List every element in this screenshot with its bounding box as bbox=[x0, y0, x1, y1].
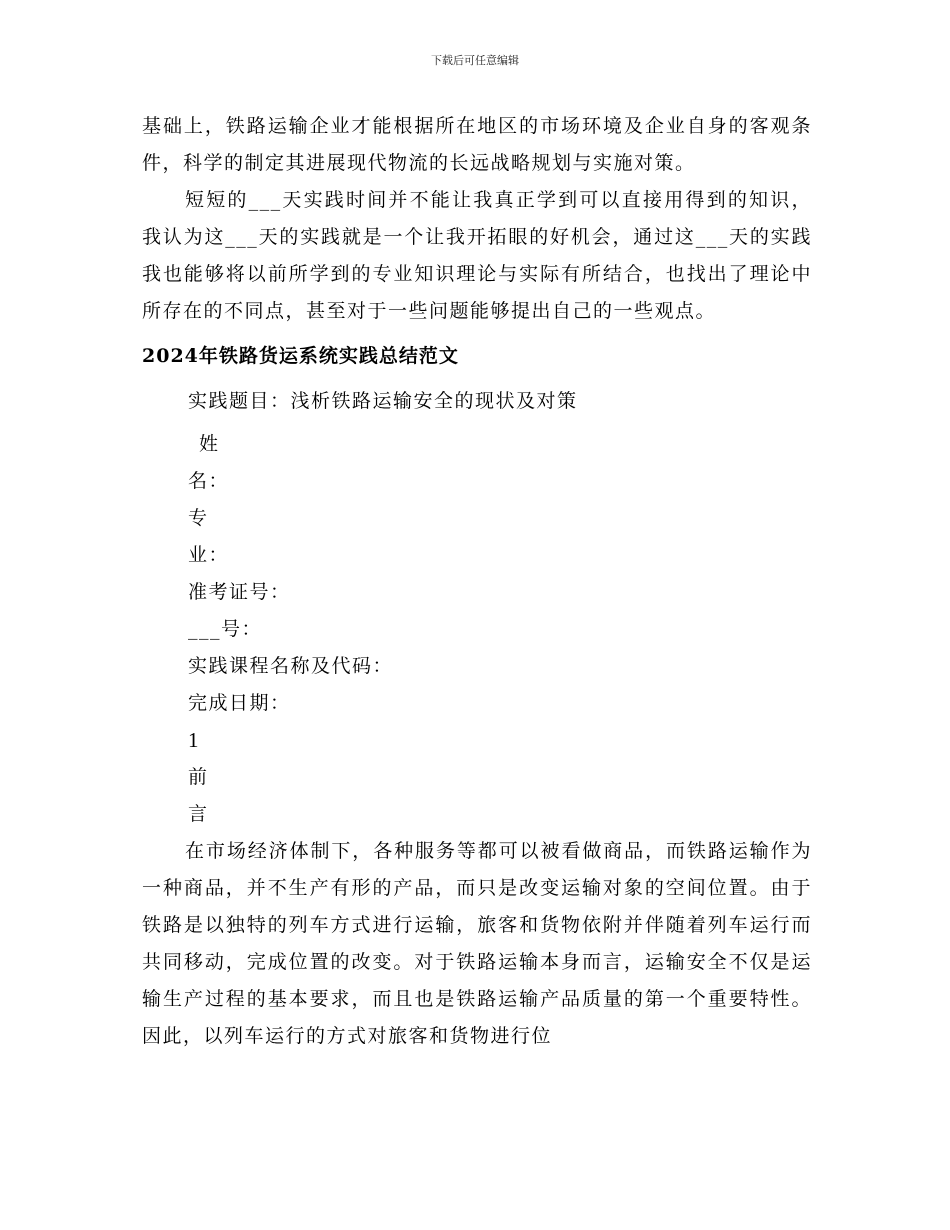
paragraph: 在市场经济体制下，各种服务等都可以被看做商品，而铁路运输作为一种商品，并不生产有形的产品，而只是改变运输对象的空间位置。由于铁路是以独特的列车方式进行运输，旅客和货物依附并伴随着列车运行而共同移动，完成位置的改变。对于铁路运输本身而言，运输安全不仅是运输生产过程的基本要求，而且也是铁路运输产品质量的第一个重要特性。因此，以列车运行的方式对旅客和货物进行位 bbox=[142, 840, 812, 1047]
section-title: 2024年铁路货运系统实践总结范文 bbox=[142, 345, 459, 367]
preface-heading-1: 前 bbox=[188, 766, 209, 788]
paragraph: 基础上，铁路运输企业才能根据所在地区的市场环境及企业自身的客观条件，科学的制定其进展现代物流的长远战略规划与实施对策。 bbox=[142, 115, 812, 174]
field-topic: 实践题目：浅析铁路运输安全的现状及对策 bbox=[188, 390, 578, 412]
preface-heading-2: 言 bbox=[188, 803, 209, 825]
paragraph: 短短的___天实践时间并不能让我真正学到可以直接用得到的知识，我认为这___天的实践就是一个让我开拓眼的好机会，通过这___天的实践我也能够将以前所学到的专业知识理论与实际有所结合，也找出了理论中所存在的不同点，甚至对于一些问题能够提出自己的一些观点。 bbox=[142, 189, 812, 322]
field-major-label-2: 业： bbox=[188, 544, 230, 566]
field-name-label-1: 姓 bbox=[199, 433, 220, 455]
field-number: ___号： bbox=[188, 618, 263, 640]
field-major-label-1: 专 bbox=[188, 507, 209, 529]
field-exam-id: 准考证号： bbox=[188, 581, 291, 603]
form-fields bbox=[142, 383, 812, 833]
page-header: 下载后可任意编辑 bbox=[431, 54, 519, 67]
section-number: 1 bbox=[188, 728, 200, 752]
field-name-label-2: 名： bbox=[188, 470, 230, 492]
field-date: 完成日期： bbox=[188, 692, 291, 714]
field-course: 实践课程名称及代码： bbox=[188, 655, 394, 677]
document-body bbox=[142, 108, 812, 1055]
